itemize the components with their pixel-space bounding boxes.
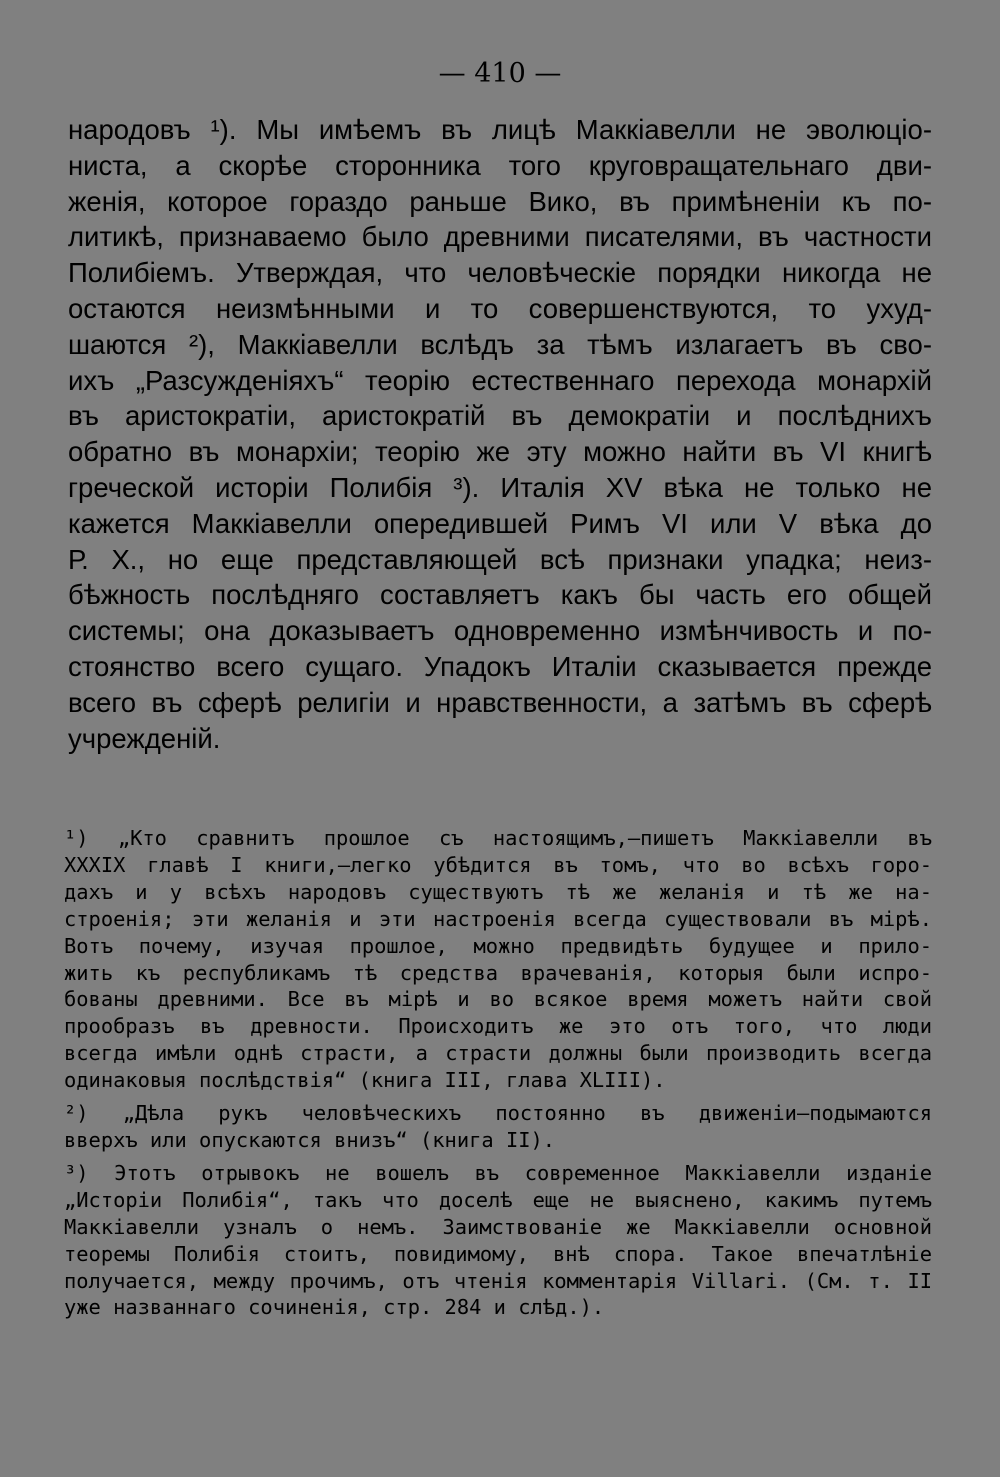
footnote-line: строенія; эти желанія и эти настроенія всегда существовали въ мірѣ. xyxy=(64,906,932,931)
footnote-line: Маккіавелли узналъ о немъ. Заимствованіе же Маккіавелли основной xyxy=(64,1214,932,1239)
footnote-line: ²) „Дѣла рукъ человѣческихъ постоянно въ движеніи—подымаются xyxy=(64,1101,932,1126)
body-line: всего въ сферѣ религіи и нравственности, а затѣмъ въ сферѣ xyxy=(68,686,932,718)
footnote-line: бованы древними. Все въ мірѣ и во всякое время можетъ найти свой xyxy=(64,987,932,1012)
body-line: бѣжность послѣдняго составляетъ какъ бы часть его общей xyxy=(68,579,932,611)
body-line: греческой исторіи Полибія ³). Италія XV вѣка не только не xyxy=(68,471,932,503)
footnote-line: одинаковыя послѣдствія“ (книга III, глава XLIII). xyxy=(64,1068,666,1093)
footnote-line: ³) Этотъ отрывокъ не вошелъ въ современное Маккіавелли изданіе xyxy=(64,1160,932,1185)
body-line: системы; она доказываетъ одновременно измѣнчивость и по- xyxy=(68,615,932,647)
body-line: остаются неизмѣнными и то совершенствуются, то ухуд- xyxy=(68,292,932,324)
footnote-line: ¹) „Кто сравнитъ прошлое съ настоящимъ,—пишетъ Маккіавелли въ xyxy=(64,826,932,850)
body-line: кажется Маккіавелли опередившей Римъ VI или V вѣка до xyxy=(68,507,932,539)
body-line: литикѣ, признаваемо было древними писателями, въ частности xyxy=(68,221,932,253)
footnote-line: получается, между прочимъ, отъ чтенія комментарія Villari. (См. т. II xyxy=(64,1268,932,1293)
footnote-line: теоремы Полибія стоитъ, повидимому, внѣ спора. Такое впечатлѣніе xyxy=(64,1241,932,1266)
body-line: учрежденій. xyxy=(68,722,221,754)
body-line: Полибіемъ. Утверждая, что человѣческіе порядки никогда не xyxy=(68,257,932,289)
body-line: женія, которое гораздо раньше Вико, въ примѣненіи къ по- xyxy=(68,185,932,217)
body-line: обратно въ монархіи; теорію же эту можно найти въ VI книгѣ xyxy=(68,436,932,468)
body-line: шаются ²), Маккіавелли вслѣдъ за тѣмъ излагаетъ въ сво- xyxy=(68,328,932,360)
footnote-line: жить къ республикамъ тѣ средства врачеванія, которыя были испро- xyxy=(64,960,932,985)
body-line: Р. Х., но еще представляющей всѣ признаки упадка; неиз- xyxy=(68,543,932,575)
footnote-line: Вотъ почему, изучая прошлое, можно предвидѣть будущее и прило- xyxy=(64,933,932,958)
body-text xyxy=(68,112,932,756)
body-line: ниста, а скорѣе сторонника того круговращательнаго дви- xyxy=(68,149,932,181)
footnote-line: всегда имѣли однѣ страсти, а страсти должны были производить всегда xyxy=(64,1041,932,1066)
footnote-line: прообразъ въ древности. Происходитъ же это отъ того, что люди xyxy=(64,1014,932,1039)
body-line: стоянство всего сущаго. Упадокъ Италіи сказывается прежде xyxy=(68,650,932,682)
footnote-line: дахъ и у всѣхъ народовъ существуютъ тѣ же желанія и тѣ же на- xyxy=(64,879,932,904)
footnote-line: уже названнаго сочиненія, стр. 284 и слѣд.). xyxy=(64,1295,605,1320)
body-line: въ аристократіи, аристократій въ демократіи и послѣднихъ xyxy=(68,400,932,432)
body-line: ихъ „Разсужденіяхъ“ теорію естественнаго перехода монархій xyxy=(68,364,932,396)
footnote-line: XXXIX главѣ I книги,—легко убѣдится въ томъ, что во всѣхъ горо- xyxy=(64,852,932,877)
footnote-3 xyxy=(64,1160,932,1321)
page-number: — 410 — xyxy=(438,58,562,89)
footnotes xyxy=(64,825,932,1321)
footnote-line: „Исторіи Полибія“, такъ что доселѣ еще не выяснено, какимъ путемъ xyxy=(64,1187,932,1212)
footnote-1 xyxy=(64,825,932,1094)
footnote-2 xyxy=(64,1100,932,1154)
footnote-line: вверхъ или опускаются внизъ“ (книга II). xyxy=(64,1127,556,1152)
body-line: народовъ ¹). Мы имѣемъ въ лицѣ Маккіавелли не эволюціо- xyxy=(68,114,932,145)
